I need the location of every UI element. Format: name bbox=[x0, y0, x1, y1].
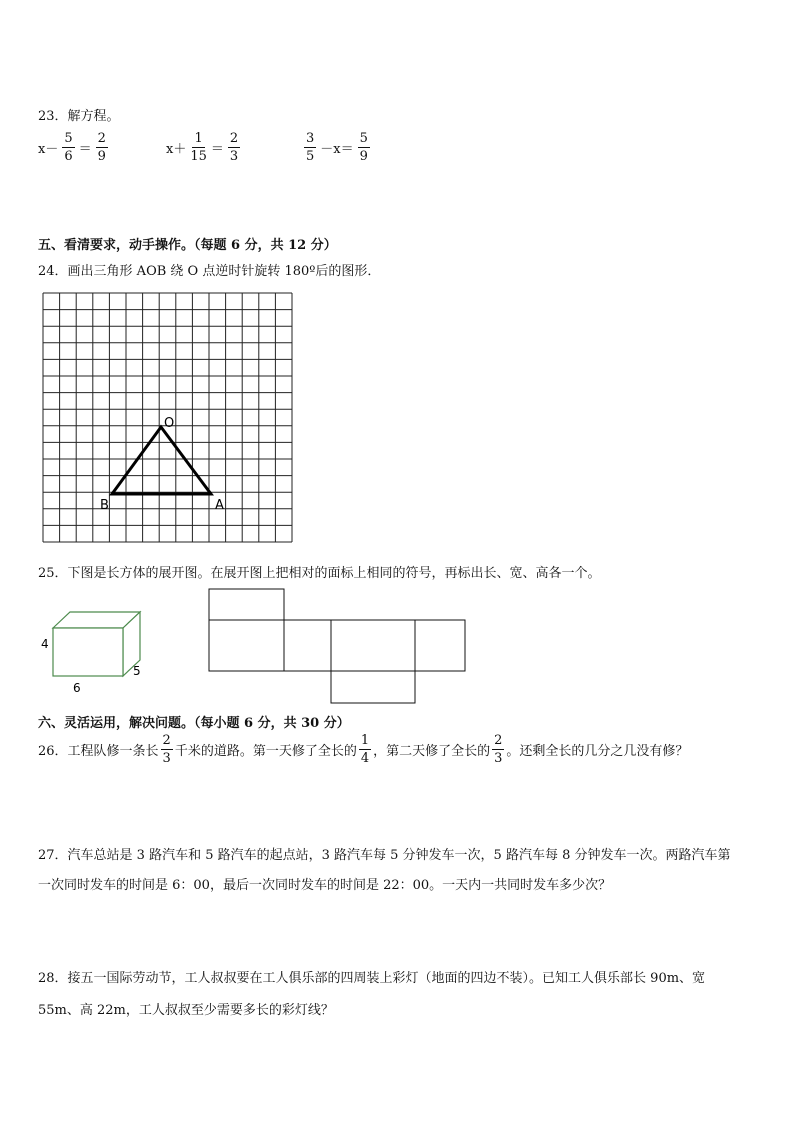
eq1-left: x－ bbox=[38, 142, 59, 157]
eq3-fraction-2: $\frac{5}{9}$ bbox=[359, 131, 368, 164]
q28-line-1: 28．接五一国际劳动节，工人叔叔要在工人俱乐部的四周装上彩灯（地面的四边不装）。已知工人俱乐部长 90m、宽 bbox=[38, 971, 706, 986]
net-face-3 bbox=[331, 620, 415, 671]
eq2-equals: ＝ bbox=[210, 142, 224, 157]
eq1-equals: ＝ bbox=[78, 142, 92, 157]
q26-part-1: 26．工程队修一条长 bbox=[38, 744, 159, 759]
cuboid-height-label: 4 bbox=[41, 637, 49, 651]
net-face-2 bbox=[284, 620, 331, 671]
equation-2 bbox=[166, 132, 242, 163]
eq1-fraction-1: $\frac{5}{6}$ bbox=[64, 131, 73, 164]
q27-line-2: 一次同时发车的时间是 6：00，最后一次同时发车的时间是 22：00。一天内一共同时发车多少次？ bbox=[38, 878, 612, 893]
section-6-title: 六、灵活运用，解决问题。（每小题 6 分，共 30 分） bbox=[38, 716, 350, 731]
cuboid-figure bbox=[36, 606, 156, 698]
cuboid-front-face bbox=[53, 628, 123, 676]
section-5-title: 五、看清要求，动手操作。（每题 6 分，共 12 分） bbox=[38, 238, 337, 253]
eq3-middle: －x＝ bbox=[320, 142, 354, 157]
q26-fraction-2: $\frac{1}{4}$ bbox=[360, 733, 370, 766]
eq3-fraction-1: $\frac{3}{5}$ bbox=[306, 131, 315, 164]
triangle-aob bbox=[112, 427, 211, 494]
rotation-grid-figure bbox=[40, 290, 300, 546]
equation-1 bbox=[38, 132, 110, 163]
q26-text bbox=[38, 734, 688, 765]
net-face-4 bbox=[415, 620, 465, 671]
eq2-fraction-2: $\frac{2}{3}$ bbox=[229, 131, 239, 164]
q26-part-4: 。还剩全长的几分之几没有修？ bbox=[506, 744, 689, 759]
cuboid-net-figure bbox=[208, 588, 468, 706]
q28-line-2: 55m、高 22m，工人叔叔至少需要多长的彩灯线？ bbox=[38, 1003, 334, 1018]
label-b: B bbox=[100, 498, 109, 513]
label-a: A bbox=[215, 498, 224, 513]
eq2-fraction-1: $\frac{1}{15}$ bbox=[190, 131, 207, 164]
q26-fraction-3: $\frac{2}{3}$ bbox=[494, 733, 503, 766]
q26-fraction-1: $\frac{2}{3}$ bbox=[162, 733, 171, 766]
q23-title: 23．解方程。 bbox=[38, 109, 120, 124]
q25-title: 25．下图是长方体的展开图。在展开图上把相对的面标上相同的符号，再标出长、宽、高各一个。 bbox=[38, 566, 601, 581]
label-o: O bbox=[164, 416, 175, 431]
net-face-bottom bbox=[331, 671, 415, 703]
cuboid-depth-label: 5 bbox=[133, 664, 141, 678]
q26-part-3: ，第二天修了全长的 bbox=[373, 744, 491, 759]
net-face-top bbox=[209, 589, 284, 620]
equation-3 bbox=[302, 132, 372, 163]
q26-part-2: 千米的道路。第一天修了全长的 bbox=[174, 744, 357, 759]
eq2-left: x＋ bbox=[166, 142, 187, 157]
q27-line-1: 27．汽车总站是 3 路汽车和 5 路汽车的起点站，3 路汽车每 5 分钟发车一次，5 路汽车每 8 分钟发车一次。两路汽车第 bbox=[38, 848, 731, 863]
net-face-1 bbox=[209, 620, 284, 671]
q24-title: 24．画出三角形 AOB 绕 O 点逆时针旋转 180º后的图形． bbox=[38, 264, 381, 279]
cuboid-length-label: 6 bbox=[73, 681, 81, 695]
eq1-fraction-2: $\frac{2}{9}$ bbox=[97, 131, 106, 164]
